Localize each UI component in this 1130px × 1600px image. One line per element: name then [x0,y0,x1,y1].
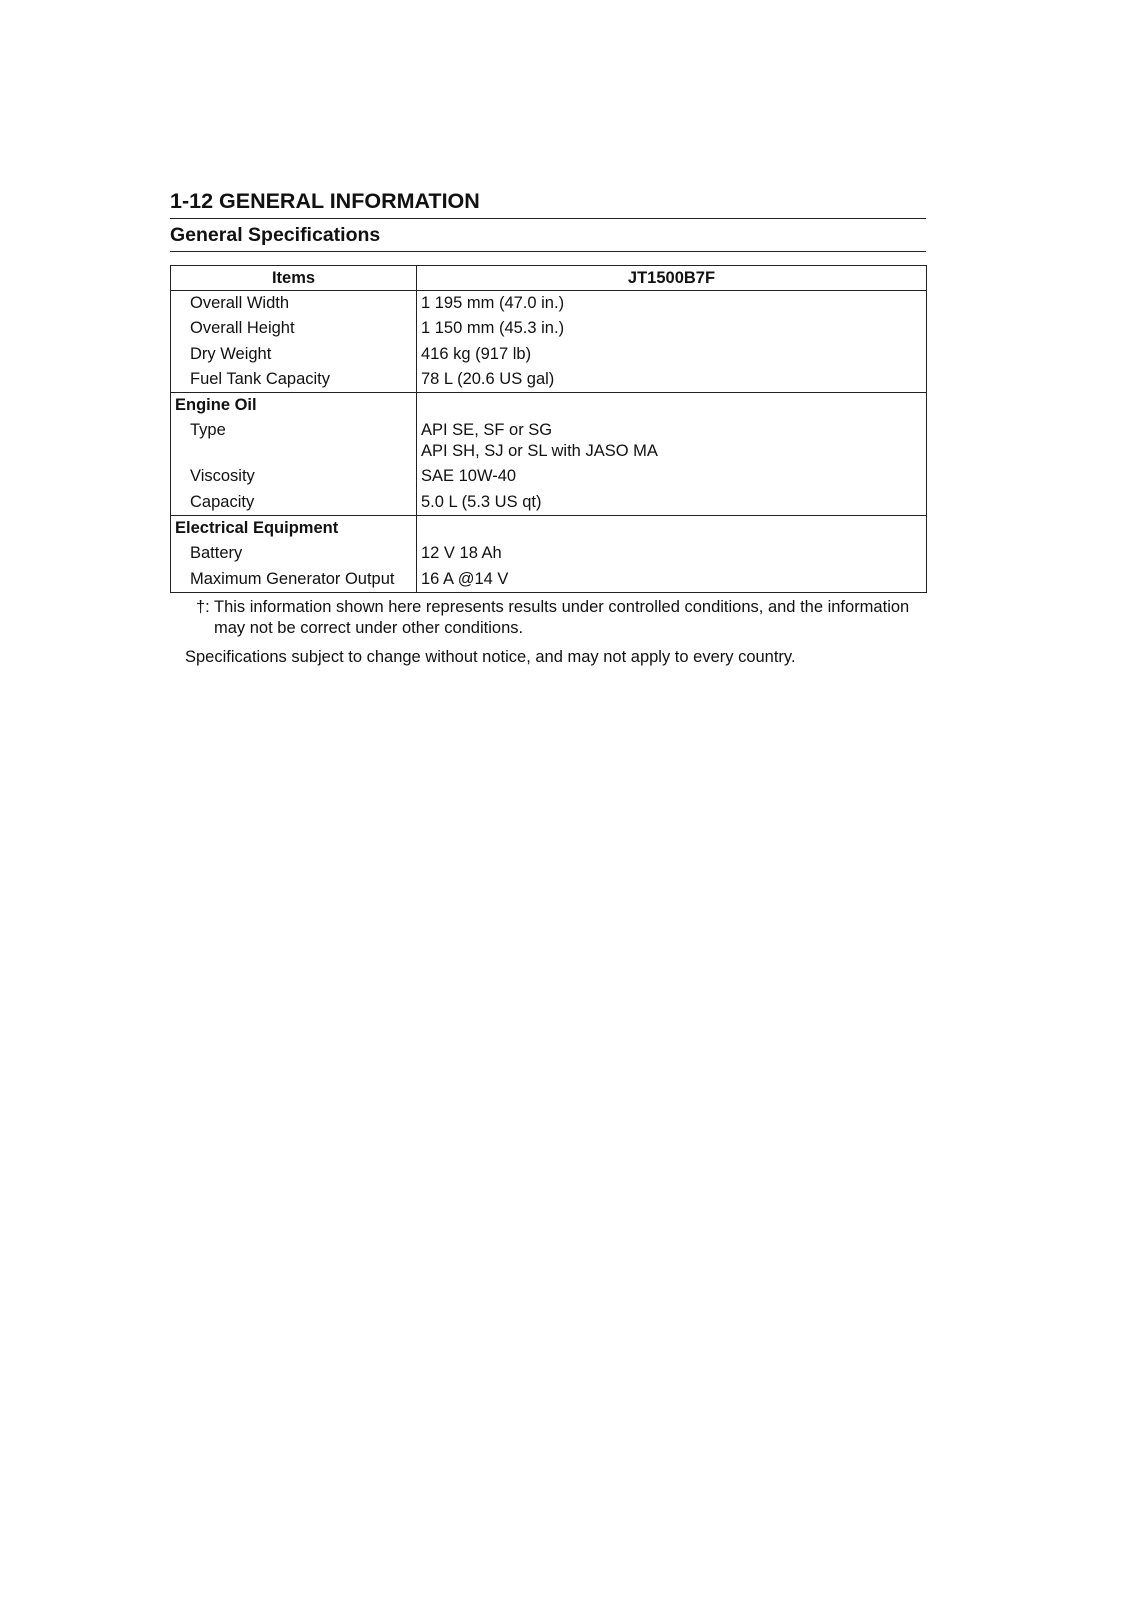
group-label: Electrical Equipment [171,516,417,542]
value-cell: 78 L (20.6 US gal) [417,367,927,393]
group-label: Engine Oil [171,393,417,419]
table-row [171,541,927,566]
item-cell: Capacity [171,490,417,516]
item-cell: Battery [171,541,417,566]
value-cell: 5.0 L (5.3 US qt) [417,490,927,516]
value-line: API SH, SJ or SL with JASO MA [421,441,658,460]
item-cell: Fuel Tank Capacity [171,367,417,393]
value-cell: 16 A @14 V [417,567,927,593]
value-cell-empty [417,516,927,542]
value-cell: 416 kg (917 lb) [417,342,927,367]
specifications-notice: Specifications subject to change without notice, and may not apply to every country. [185,647,796,666]
item-cell: Maximum Generator Output [171,567,417,593]
table-row [171,342,927,367]
page-content [170,188,926,668]
group-row-engine-oil [171,393,927,419]
value-cell-empty [417,393,927,419]
table-row [171,567,927,593]
table-row [171,464,927,489]
page-title: 1-12 GENERAL INFORMATION [170,188,926,219]
value-cell [417,418,927,464]
footnote [170,597,926,639]
item-cell: Overall Width [171,291,417,317]
specifications-table [170,265,927,593]
table-header-row [171,266,927,291]
table-row [171,291,927,317]
value-cell: 1 150 mm (45.3 in.) [417,316,927,341]
value-cell: 1 195 mm (47.0 in.) [417,291,927,317]
column-header-items: Items [171,266,417,291]
table-row [171,316,927,341]
item-cell: Dry Weight [171,342,417,367]
value-cell: SAE 10W-40 [417,464,927,489]
value-cell: 12 V 18 Ah [417,541,927,566]
table-row [171,490,927,516]
section-title: General Specifications [170,219,926,252]
footnote-text: This information shown here represents results under controlled conditions, and the information may not be correct under other conditions. [214,597,910,637]
table-row [171,418,927,464]
item-cell: Type [171,418,417,464]
item-cell: Viscosity [171,464,417,489]
group-row-electrical-equipment [171,516,927,542]
item-cell: Overall Height [171,316,417,341]
footnote-mark: †: [196,597,210,616]
value-line: API SE, SF or SG [421,421,553,440]
table-row [171,367,927,393]
column-header-model: JT1500B7F [417,266,927,291]
